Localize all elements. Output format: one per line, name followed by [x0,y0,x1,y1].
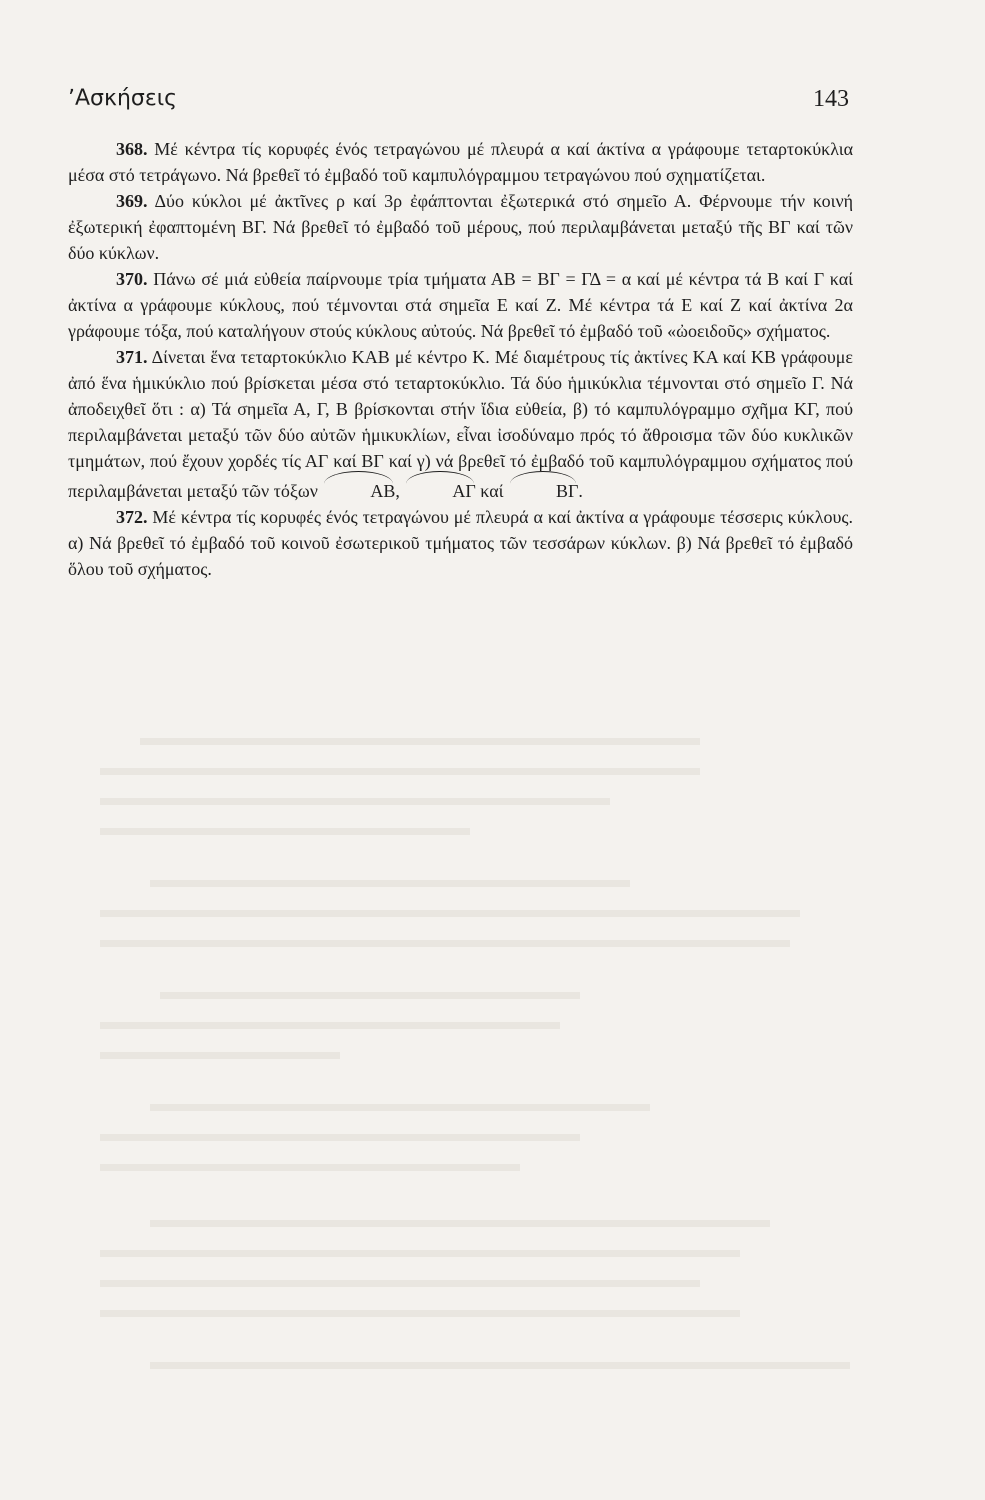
bleed-line [160,992,580,999]
section-title: ʼΑσκήσεις [68,86,178,111]
arc-bg: ΒΓ [508,474,578,504]
exercise-369 [68,188,853,266]
sentence-end: . [578,481,583,501]
bleed-line [100,1022,560,1029]
bleed-line [100,940,790,947]
bleed-through-lines [100,730,860,1430]
bleed-line [100,910,800,917]
bleed-line [150,880,630,887]
bleed-line [150,1104,650,1111]
bleed-line [100,1280,700,1287]
bleed-line [100,768,700,775]
bleed-line [100,1164,520,1171]
exercise-list [68,136,853,582]
exercise-number: 372. [116,507,148,527]
exercise-number: 371. [116,347,148,367]
exercise-text: Μέ κέντρα τίς κορυφές ένός τετραγώνου μέ πλευρά α καί ἀκτίνα α γράφουμε τέσσερις κύκλους. α) Νά βρεθεῖ τό ἐμβαδό τοῦ κοινοῦ ἐσωτερικοῦ τμήματος τῶν τεσσάρων κύκλων. β) Νά βρεθεῖ τό ἐμβαδό ὅλου τοῦ σχήματος. [68,507,854,579]
exercise-372 [68,504,853,582]
bleed-line [100,798,610,805]
bleed-line [100,1250,740,1257]
bleed-through-shadow [100,730,860,1430]
bleed-line [100,1052,340,1059]
separator: καί [475,481,508,501]
exercise-number: 369. [116,191,148,211]
arc-ag: ΑΓ [404,474,475,504]
bleed-line [150,1220,770,1227]
separator: , [395,481,405,501]
exercise-text: Μέ κέντρα τίς κορυφές ένός τετραγώνου μέ πλευρά α καί άκτίνα α γράφουμε τεταρτοκύκλια μέσα στό τετράγωνο. Νά βρεθεῖ τό ἐμβαδό τοῦ καμπυλόγραμμου τετραγώνου πού σχηματίζεται. [68,139,853,185]
exercise-370 [68,266,853,344]
exercise-text: Δίνεται ἕνα τεταρτοκύκλιο ΚΑΒ μέ κέντρο Κ. Μέ διαμέτρους τίς ἀκτίνες ΚΑ καί ΚΒ γράφουμε ἀπό ἕνα ἡμικύκλιο πού βρίσκεται μέσα στό τεταρτοκύκλιο. Τά δύο ἡμικύκλια τέμνονται στό σημεῖο Γ. Νά ἀποδειχθεῖ ὅτι : α) Τά σημεῖα Α, Γ, Β βρίσκονται στήν ἴδια εὐθεία, β) τό καμπυλόγραμμο σχῆμα ΚΓ, πού περιλαμβάνεται μεταξύ τῶν δύο αὐτῶν ἡμικυκλίων, εἶναι ἰσοδύναμο πρός τό ἄθροισμα τῶν δύο κυκλικῶν τμημάτων, πού ἔχουν χορδές τίς ΑΓ καί ΒΓ καί γ) νά βρεθεῖ τό ἐμβαδό τοῦ καμπυλόγραμμου σχήματος πού περιλαμβάνεται μεταξύ τῶν τόξων [68,347,853,501]
exercise-number: 368. [116,139,148,159]
exercise-number: 370. [116,269,148,289]
arc-ab: ΑΒ [322,474,395,504]
exercise-text: Πάνω σέ μιά εὐθεία παίρνουμε τρία τμήματα ΑΒ = ΒΓ = ΓΔ = α καί μέ κέντρα τά Β καί Γ καί ἀκτίνα α γράφουμε κύκλους, πού τέμνονται στά σημεῖα Ε καί Ζ. Μέ κέντρα τά Ε καί Ζ καί ἀκτίνα 2α γράφουμε τόξα, πού καταλήγουν στούς κύκλους αὐτούς. Νά βρεθεῖ τό ἐμβαδό τοῦ «ὠοειδοῦς» σχήματος. [68,269,853,341]
bleed-line [140,738,700,745]
page-number: 143 [813,86,849,112]
bleed-line [150,1362,850,1369]
exercise-text: Δύο κύκλοι μέ ἀκτῖνες ρ καί 3ρ ἐφάπτονται ἐξωτερικά στό σημεῖο Α. Φέρνουμε τήν κοινή ἐξωτερική ἐφαπτομένη ΒΓ. Νά βρεθεῖ τό ἐμβαδό τοῦ μέρους, πού περιλαμβάνεται μεταξύ τῆς ΒΓ καί τῶν δύο κύκλων. [68,191,854,263]
exercise-371 [68,344,853,504]
exercise-368 [68,136,853,188]
page-header [68,86,849,116]
bleed-line [100,1310,740,1317]
bleed-line [100,828,470,835]
bleed-line [100,1134,580,1141]
